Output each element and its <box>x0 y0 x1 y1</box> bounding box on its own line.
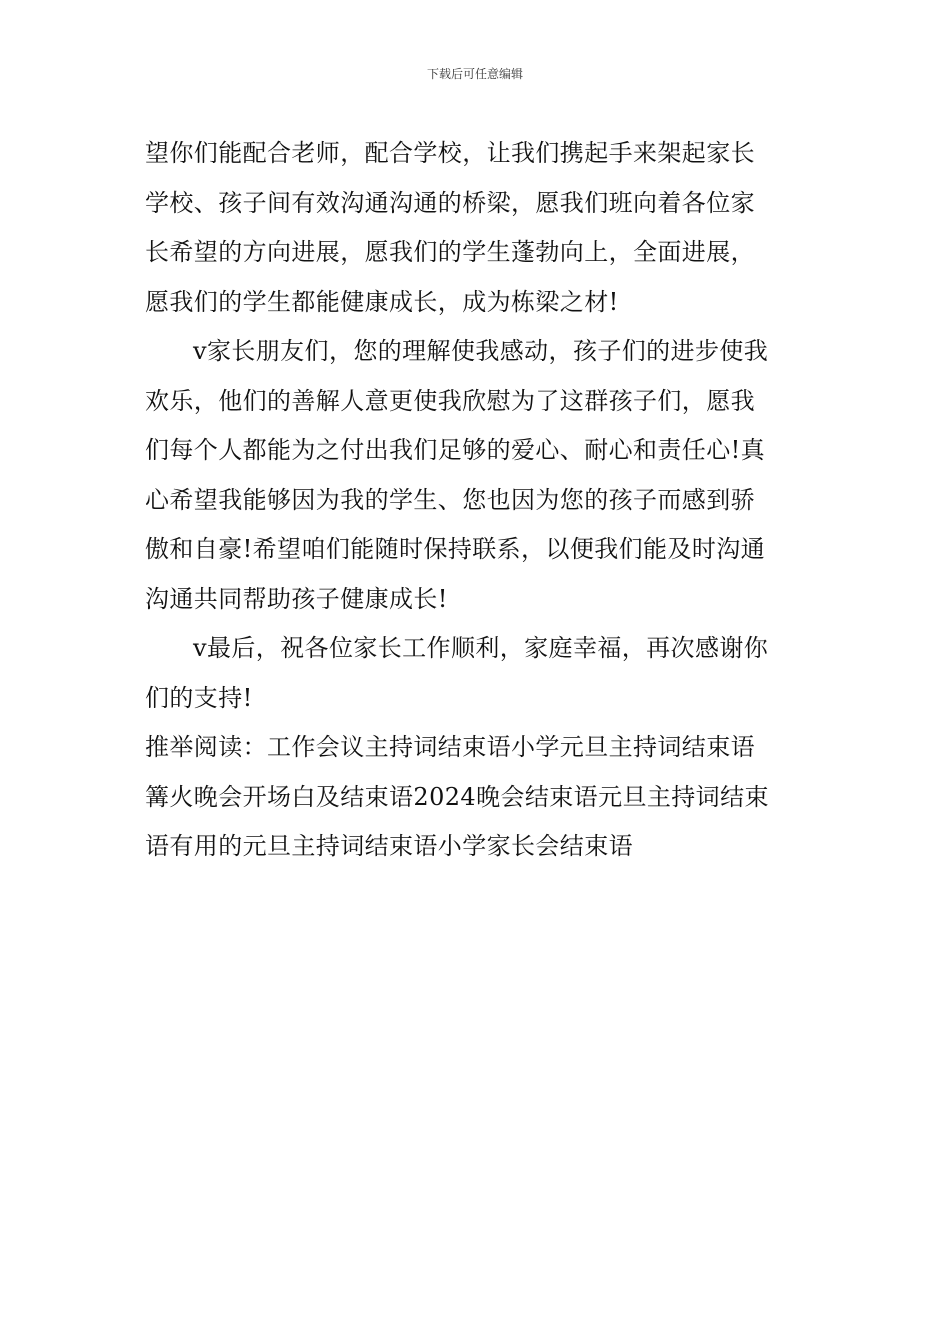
body-line: 们每个人都能为之付出我们足够的爱心、耐心和责任心!真 <box>145 436 766 464</box>
body-line: 欢乐，他们的善解人意更使我欣慰为了这群孩子们，愿我 <box>145 386 755 415</box>
recommended-reading-line: 推举阅读：工作会议主持词结束语小学元旦主持词结束语 <box>145 733 755 761</box>
body-line: 傲和自豪!希望咱们能随时保持联系，以便我们能及时沟通 <box>145 535 766 563</box>
recommended-reading-line: 篝火晚会开场白及结束语2024晚会结束语元旦主持词结束 <box>145 782 769 811</box>
body-line: 们的支持! <box>145 683 253 712</box>
recommended-reading-line: 语有用的元旦主持词结束语小学家长会结束语 <box>145 832 633 860</box>
body-line: 长希望的方向进展，愿我们的学生蓬勃向上，全面进展， <box>145 238 755 266</box>
body-line: 沟通共同帮助孩子健康成长! <box>145 584 448 613</box>
body-line: 望你们能配合老师，配合学校，让我们携起手来架起家长 <box>145 139 755 167</box>
paragraph-first-line: v最后，祝各位家长工作顺利，家庭幸福，再次感谢你 <box>193 634 769 662</box>
body-line: 学校、孩子间有效沟通沟通的桥梁，愿我们班向着各位家 <box>145 188 755 217</box>
paragraph-first-line: v家长朋友们，您的理解使我感动，孩子们的进步使我 <box>193 337 769 365</box>
document-body <box>145 129 807 872</box>
page-header: 下载后可任意编辑 <box>426 67 523 81</box>
body-line: 心希望我能够因为我的学生、您也因为您的孩子而感到骄 <box>145 485 755 514</box>
body-line: 愿我们的学生都能健康成长，成为栋梁之材! <box>145 287 619 316</box>
